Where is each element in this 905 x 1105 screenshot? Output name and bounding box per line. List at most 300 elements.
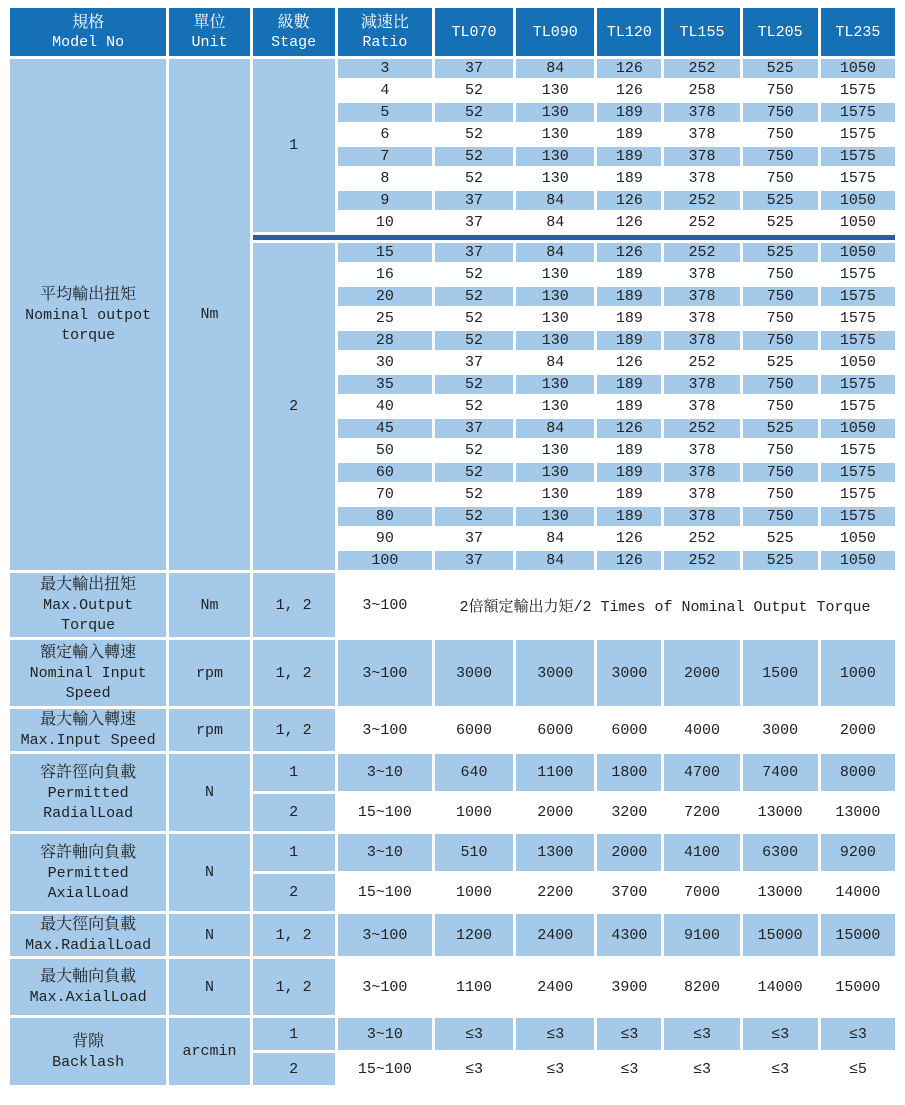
value-cell: 52 <box>465 486 484 503</box>
value-cell: 2400 <box>537 978 574 996</box>
spec-label-cell <box>10 640 166 706</box>
value-cell: 130 <box>516 287 594 306</box>
value-cell: 525 <box>743 191 818 210</box>
stage-cell: 1, 2 <box>253 709 335 751</box>
value-cell: 378 <box>664 507 739 526</box>
value-cell: 378 <box>664 147 739 166</box>
model-column-header: TL235 <box>821 8 895 56</box>
header-unit-zh: 單位 <box>193 13 226 32</box>
value-cell: 1575 <box>821 147 895 166</box>
label-line-en: Nominal Input <box>29 665 147 682</box>
value-cell: 750 <box>743 331 818 350</box>
value-cell: 2000 <box>664 640 739 706</box>
table-row <box>10 709 895 751</box>
ratio-cell: 100 <box>338 551 432 570</box>
value-cell: 130 <box>516 147 594 166</box>
value-cell: 750 <box>766 398 794 415</box>
value-cell: 6000 <box>456 721 493 739</box>
label-line-en: Max.Input Speed <box>20 732 156 749</box>
ratio-cell: 3~100 <box>362 596 408 614</box>
header-ratio <box>338 8 432 56</box>
spec-label-cell <box>10 754 166 831</box>
stage-cell: 1, 2 <box>253 573 335 637</box>
value-cell: 3000 <box>516 640 594 706</box>
label-line-en: Max.AxialLoad <box>29 989 147 1006</box>
value-cell: 1575 <box>839 486 876 503</box>
value-cell: 1575 <box>839 310 876 327</box>
label-line-en: Backlash <box>52 1053 125 1071</box>
label-line-zh: 額定輸入轉速 <box>40 644 137 662</box>
value-cell: 15000 <box>743 914 818 956</box>
label-line-zh: 平均輸出扭矩 <box>40 285 137 304</box>
value-cell: 1575 <box>821 331 895 350</box>
value-cell: 2000 <box>537 804 574 821</box>
value-cell: 52 <box>435 331 513 350</box>
value-cell: 189 <box>615 398 643 415</box>
value-cell: 1050 <box>821 191 895 210</box>
value-cell: 252 <box>664 419 739 438</box>
value-cell: 189 <box>597 507 661 526</box>
value-cell: 252 <box>664 59 739 78</box>
value-cell: 1575 <box>839 398 876 415</box>
value-cell: 130 <box>516 463 594 482</box>
value-cell: ≤3 <box>465 1060 484 1078</box>
header-unit-en: Unit <box>191 33 228 51</box>
value-cell: 1575 <box>839 126 876 143</box>
value-cell: 4000 <box>684 721 721 739</box>
value-cell: 130 <box>516 507 594 526</box>
value-cell: 378 <box>664 375 739 394</box>
ratio-cell: 15~100 <box>357 804 412 821</box>
value-cell: 13000 <box>757 884 803 901</box>
gearbox-spec-table <box>7 5 898 1088</box>
value-cell: 130 <box>541 486 569 503</box>
model-column-header: TL205 <box>743 8 818 56</box>
value-cell: 130 <box>541 82 569 99</box>
ratio-cell: 4 <box>380 82 390 99</box>
value-cell: 52 <box>435 507 513 526</box>
value-cell: 6000 <box>537 721 574 739</box>
value-cell: 1575 <box>821 287 895 306</box>
value-cell: 4300 <box>597 914 661 956</box>
label-line-en: Max.Output <box>43 597 134 614</box>
value-cell: 130 <box>541 398 569 415</box>
value-cell: 189 <box>597 375 661 394</box>
value-cell: 130 <box>541 310 569 327</box>
value-cell: 252 <box>688 530 716 547</box>
value-cell: 1300 <box>516 834 594 871</box>
label-line-zh: 最大徑向負載 <box>40 916 137 934</box>
header-stage <box>253 8 335 56</box>
header-model-no-zh: 規格 <box>72 13 105 32</box>
value-cell: 37 <box>435 191 513 210</box>
table-row <box>10 59 895 78</box>
value-cell: 37 <box>435 59 513 78</box>
value-cell: 8000 <box>821 754 895 791</box>
value-cell: 189 <box>597 463 661 482</box>
value-cell: 750 <box>766 442 794 459</box>
value-cell: ≤3 <box>597 1018 661 1050</box>
spec-label-cell <box>10 959 166 1015</box>
value-cell: 3900 <box>611 978 648 996</box>
value-cell: 1200 <box>435 914 513 956</box>
value-cell: 189 <box>615 486 643 503</box>
ratio-cell: 3 <box>338 59 432 78</box>
ratio-cell: 3~100 <box>362 721 408 739</box>
header-stage-zh: 級數 <box>277 13 310 32</box>
value-cell: 1575 <box>821 463 895 482</box>
unit-cell: N <box>169 754 249 831</box>
value-cell: 252 <box>664 551 739 570</box>
value-cell: 84 <box>516 243 594 262</box>
ratio-cell: 3~10 <box>338 834 432 871</box>
value-cell: 1575 <box>839 170 876 187</box>
value-cell: 750 <box>766 126 794 143</box>
value-cell: 1800 <box>597 754 661 791</box>
value-cell: 510 <box>435 834 513 871</box>
ratio-cell: 10 <box>375 214 394 231</box>
value-cell: 1100 <box>516 754 594 791</box>
value-cell: 1100 <box>456 978 493 996</box>
model-column-header: TL070 <box>435 8 513 56</box>
value-cell: 9200 <box>821 834 895 871</box>
stage-cell: 2 <box>253 874 335 911</box>
value-cell: 130 <box>516 375 594 394</box>
value-cell: ≤3 <box>743 1018 818 1050</box>
value-cell: 13000 <box>835 804 881 821</box>
value-cell: 1575 <box>821 375 895 394</box>
value-cell: 37 <box>435 243 513 262</box>
stage-cell: 2 <box>253 1053 335 1085</box>
value-cell: 640 <box>435 754 513 791</box>
value-cell: 1500 <box>743 640 818 706</box>
ratio-cell: 8 <box>380 170 390 187</box>
model-column-header: TL155 <box>664 8 739 56</box>
label-line-en: Permitted <box>47 864 129 882</box>
ratio-cell: 30 <box>375 354 394 371</box>
value-cell: 1050 <box>839 214 876 231</box>
value-cell: 258 <box>688 82 716 99</box>
value-cell: 525 <box>766 214 794 231</box>
value-cell: 525 <box>743 551 818 570</box>
value-cell: 7200 <box>684 804 721 821</box>
value-cell: 378 <box>688 486 716 503</box>
header-model-no-en: Model No <box>52 33 125 51</box>
value-cell: 750 <box>766 170 794 187</box>
value-cell: 378 <box>688 126 716 143</box>
value-cell: 1050 <box>821 419 895 438</box>
ratio-cell: 5 <box>338 103 432 122</box>
value-cell: 52 <box>435 103 513 122</box>
stage-cell: 1 <box>253 834 335 871</box>
value-cell: 1050 <box>821 243 895 262</box>
value-cell: 750 <box>743 507 818 526</box>
header-ratio-en: Ratio <box>362 33 408 51</box>
value-cell: ≤3 <box>821 1018 895 1050</box>
value-cell: 126 <box>597 419 661 438</box>
value-cell: 130 <box>516 103 594 122</box>
value-cell: 378 <box>664 331 739 350</box>
stage-cell: 1, 2 <box>253 959 335 1015</box>
ratio-cell: 28 <box>338 331 432 350</box>
spec-label-cell <box>10 914 166 956</box>
value-cell: 378 <box>688 266 716 283</box>
table-row <box>10 754 895 791</box>
value-cell: 525 <box>766 354 794 371</box>
value-cell: 130 <box>541 266 569 283</box>
value-cell: 1000 <box>456 804 493 821</box>
stage-divider-line <box>253 235 895 240</box>
value-cell: 84 <box>546 354 565 371</box>
spec-label-cell <box>10 59 166 570</box>
value-cell: 13000 <box>757 804 803 821</box>
ratio-cell: 70 <box>375 486 394 503</box>
value-cell: 1575 <box>839 442 876 459</box>
ratio-cell: 3~100 <box>338 640 432 706</box>
value-cell: 52 <box>465 442 484 459</box>
value-cell: 1050 <box>839 354 876 371</box>
value-cell: 52 <box>465 126 484 143</box>
value-cell: 52 <box>435 147 513 166</box>
value-cell: 37 <box>465 354 484 371</box>
value-cell: 189 <box>615 266 643 283</box>
value-cell: 750 <box>766 310 794 327</box>
value-cell: 1575 <box>821 103 895 122</box>
header-stage-en: Stage <box>271 33 317 51</box>
ratio-cell: 90 <box>375 530 394 547</box>
label-line-zh: 最大輸出扭矩 <box>40 576 137 594</box>
value-cell: 52 <box>435 463 513 482</box>
value-cell: 2000 <box>597 834 661 871</box>
value-cell: 14000 <box>757 978 803 996</box>
spec-table-body <box>10 59 895 1085</box>
value-cell: 378 <box>688 442 716 459</box>
value-cell: 84 <box>546 214 565 231</box>
value-cell: 378 <box>664 103 739 122</box>
value-cell: 37 <box>465 530 484 547</box>
ratio-cell: 7 <box>338 147 432 166</box>
value-cell: 1575 <box>821 507 895 526</box>
value-cell: 4100 <box>664 834 739 871</box>
stage-cell: 1 <box>253 1018 335 1050</box>
ratio-cell: 45 <box>338 419 432 438</box>
value-cell: 2400 <box>516 914 594 956</box>
label-line-en: Permitted <box>47 784 129 802</box>
value-cell: 52 <box>465 398 484 415</box>
value-cell: ≤3 <box>620 1060 639 1078</box>
value-cell: ≤3 <box>546 1060 565 1078</box>
value-cell: 750 <box>766 266 794 283</box>
unit-cell: N <box>169 959 249 1015</box>
value-cell: 189 <box>597 287 661 306</box>
merged-note-cell: 2倍額定輸出力矩/2 Times of Nominal Output Torque <box>459 598 871 616</box>
value-cell: 525 <box>766 530 794 547</box>
value-cell: 9100 <box>664 914 739 956</box>
ratio-cell: 25 <box>375 310 394 327</box>
value-cell: 84 <box>516 191 594 210</box>
spec-label-cell <box>10 834 166 911</box>
label-line-zh: 最大軸向負載 <box>40 968 137 986</box>
value-cell: 378 <box>688 398 716 415</box>
value-cell: 52 <box>465 82 484 99</box>
value-cell: 1575 <box>839 266 876 283</box>
value-cell: 130 <box>516 331 594 350</box>
stage-cell: 2 <box>253 243 335 570</box>
value-cell: 6000 <box>611 721 648 739</box>
ratio-cell: 60 <box>338 463 432 482</box>
value-cell: 52 <box>465 170 484 187</box>
table-row <box>10 640 895 706</box>
value-cell: 525 <box>743 59 818 78</box>
value-cell: 189 <box>615 170 643 187</box>
value-cell: ≤5 <box>848 1060 867 1078</box>
value-cell: 1050 <box>821 59 895 78</box>
value-cell: 1050 <box>839 530 876 547</box>
label-line-en: Speed <box>65 685 111 702</box>
value-cell: 189 <box>597 331 661 350</box>
value-cell: 37 <box>435 419 513 438</box>
value-cell: 126 <box>597 551 661 570</box>
ratio-cell: 16 <box>375 266 394 283</box>
model-column-header: TL090 <box>516 8 594 56</box>
unit-cell: N <box>169 914 249 956</box>
table-row <box>10 959 895 1015</box>
value-cell: 4700 <box>664 754 739 791</box>
label-line-en: torque <box>61 326 116 344</box>
header-ratio-zh: 減速比 <box>360 13 409 32</box>
label-line-zh: 容許軸向負載 <box>40 843 137 862</box>
value-cell: 3000 <box>597 640 661 706</box>
value-cell: 252 <box>664 191 739 210</box>
value-cell: 1000 <box>821 640 895 706</box>
value-cell: 126 <box>597 59 661 78</box>
header-model-no <box>10 8 166 56</box>
unit-cell: arcmin <box>169 1018 249 1085</box>
ratio-cell: 15~100 <box>357 1060 412 1078</box>
label-line-zh: 容許徑向負載 <box>40 763 137 782</box>
value-cell: 84 <box>516 419 594 438</box>
value-cell: 252 <box>664 243 739 262</box>
value-cell: 52 <box>435 287 513 306</box>
value-cell: 84 <box>516 59 594 78</box>
value-cell: ≤3 <box>516 1018 594 1050</box>
value-cell: 14000 <box>835 884 881 901</box>
value-cell: 3000 <box>435 640 513 706</box>
label-line-en: RadialLoad <box>43 804 134 822</box>
value-cell: 130 <box>541 126 569 143</box>
ratio-cell: 3~100 <box>338 914 432 956</box>
spec-label-cell <box>10 573 166 637</box>
value-cell: 3000 <box>762 721 799 739</box>
ratio-cell: 20 <box>338 287 432 306</box>
value-cell: 378 <box>664 287 739 306</box>
value-cell: 3700 <box>611 884 648 901</box>
value-cell: 126 <box>615 530 643 547</box>
value-cell: 1050 <box>821 551 895 570</box>
ratio-cell: 80 <box>338 507 432 526</box>
ratio-cell: 3~100 <box>362 978 408 996</box>
value-cell: 126 <box>597 191 661 210</box>
ratio-cell: 35 <box>338 375 432 394</box>
label-line-en: Max.RadialLoad <box>25 937 152 954</box>
table-row <box>10 573 895 637</box>
header-unit <box>169 8 249 56</box>
stage-cell: 1, 2 <box>253 640 335 706</box>
label-line-zh: 背隙 <box>72 1032 105 1051</box>
value-cell: 252 <box>688 214 716 231</box>
value-cell: 6300 <box>743 834 818 871</box>
value-cell: 7000 <box>684 884 721 901</box>
value-cell: 750 <box>743 375 818 394</box>
value-cell: 750 <box>766 82 794 99</box>
value-cell: ≤3 <box>771 1060 790 1078</box>
unit-cell: N <box>169 834 249 911</box>
value-cell: 750 <box>743 103 818 122</box>
value-cell: 3200 <box>611 804 648 821</box>
spec-label-cell <box>10 709 166 751</box>
table-row <box>10 914 895 956</box>
unit-cell: rpm <box>169 640 249 706</box>
value-cell: 525 <box>743 243 818 262</box>
value-cell: 84 <box>516 551 594 570</box>
value-cell: 130 <box>541 442 569 459</box>
value-cell: 1575 <box>839 82 876 99</box>
value-cell: 52 <box>435 375 513 394</box>
ratio-cell: 40 <box>375 398 394 415</box>
value-cell: 7400 <box>743 754 818 791</box>
value-cell: 126 <box>615 214 643 231</box>
value-cell: 15000 <box>821 914 895 956</box>
value-cell: 2000 <box>839 721 876 739</box>
value-cell: 525 <box>743 419 818 438</box>
value-cell: 37 <box>435 551 513 570</box>
value-cell: 378 <box>664 463 739 482</box>
label-line-en: AxialLoad <box>47 884 129 902</box>
ratio-cell: 15~100 <box>357 884 412 901</box>
value-cell: 750 <box>766 486 794 503</box>
stage-cell: 1 <box>253 59 335 232</box>
spec-label-cell <box>10 1018 166 1085</box>
value-cell: 8200 <box>684 978 721 996</box>
stage-cell: 2 <box>253 794 335 831</box>
ratio-cell: 3~10 <box>338 754 432 791</box>
value-cell: 378 <box>688 170 716 187</box>
header-row <box>10 8 895 56</box>
value-cell: ≤3 <box>693 1060 712 1078</box>
value-cell: 189 <box>615 442 643 459</box>
ratio-cell: 50 <box>375 442 394 459</box>
value-cell: 750 <box>743 287 818 306</box>
value-cell: 378 <box>688 310 716 327</box>
ratio-cell: 9 <box>338 191 432 210</box>
value-cell: 189 <box>597 147 661 166</box>
stage-cell: 1, 2 <box>253 914 335 956</box>
label-line-en: Nominal outpot <box>25 306 152 324</box>
value-cell: 84 <box>546 530 565 547</box>
ratio-cell: 15 <box>338 243 432 262</box>
value-cell: 252 <box>688 354 716 371</box>
value-cell: 189 <box>615 126 643 143</box>
model-column-header: TL120 <box>597 8 661 56</box>
value-cell: 37 <box>465 214 484 231</box>
value-cell: 750 <box>743 463 818 482</box>
unit-cell: rpm <box>169 709 249 751</box>
table-row <box>10 834 895 871</box>
label-line-en: Torque <box>61 617 116 634</box>
unit-cell: Nm <box>169 573 249 637</box>
stage-cell: 1 <box>253 754 335 791</box>
value-cell: 126 <box>615 354 643 371</box>
